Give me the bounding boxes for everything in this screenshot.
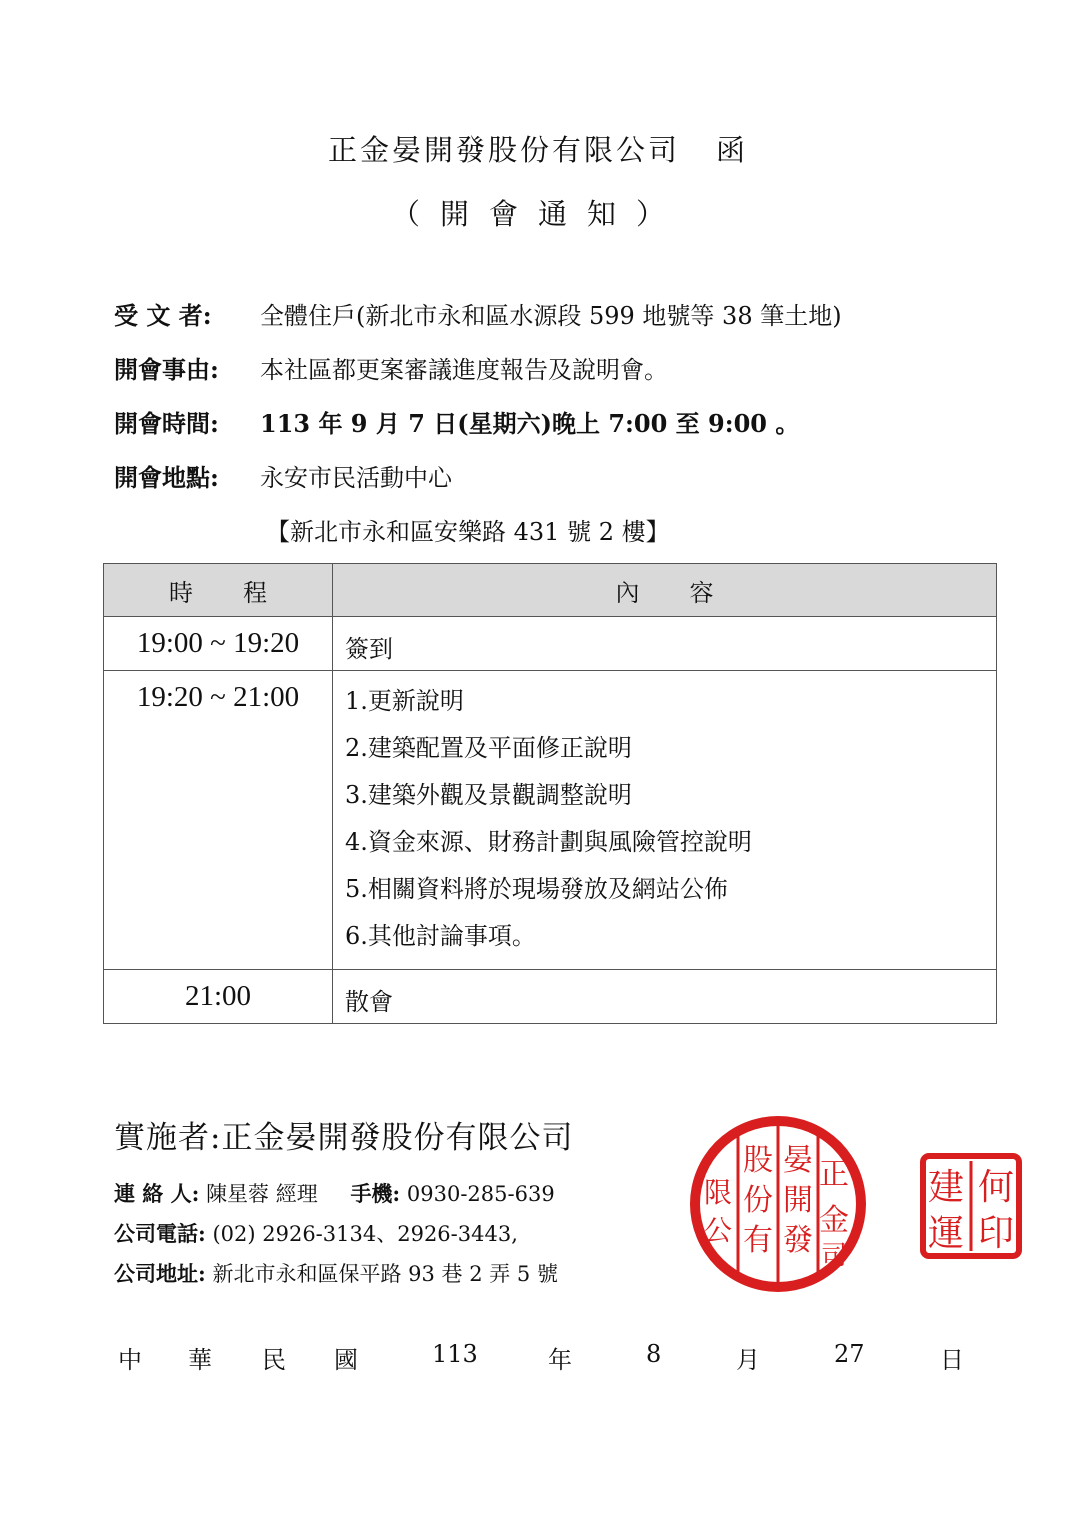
place-label: 開會地點: bbox=[114, 463, 219, 492]
agenda-item: 2.建築配置及平面修正說明 bbox=[345, 734, 632, 762]
issue-date bbox=[0, 1340, 1076, 1374]
svg-text:公: 公 bbox=[703, 1214, 733, 1247]
recipient-value: 全體住戶(新北市永和區水源段 599 地號等 38 筆土地) bbox=[260, 302, 842, 330]
company-seal-graphic bbox=[686, 1112, 870, 1296]
row-time: 21:00 bbox=[104, 970, 333, 1024]
row-content bbox=[333, 671, 997, 970]
personal-seal-graphic bbox=[920, 1153, 1022, 1259]
svg-text:正: 正 bbox=[819, 1157, 849, 1192]
date-part: 民 bbox=[262, 1346, 286, 1374]
table-row bbox=[104, 617, 997, 671]
date-part: 國 bbox=[334, 1346, 358, 1374]
date-day: 27 bbox=[834, 1340, 865, 1368]
document-title bbox=[0, 128, 1076, 169]
date-year: 113 bbox=[432, 1340, 478, 1368]
time-label: 開會時間: bbox=[114, 409, 219, 438]
svg-text:金: 金 bbox=[819, 1203, 849, 1238]
svg-text:運: 運 bbox=[927, 1213, 965, 1254]
row-time: 19:00 ~ 19:20 bbox=[104, 617, 333, 671]
doc-type: 函 bbox=[716, 133, 749, 167]
svg-text:份: 份 bbox=[743, 1183, 773, 1218]
mobile-value: 0930-285-639 bbox=[406, 1182, 555, 1206]
agenda-item: 3.建築外觀及景觀調整說明 bbox=[345, 781, 632, 809]
contact-line bbox=[114, 1178, 555, 1208]
personal-seal bbox=[920, 1153, 1022, 1263]
date-part: 日 bbox=[940, 1346, 964, 1374]
address-label: 公司地址: bbox=[114, 1261, 206, 1286]
phone-value: (02) 2926-3134、2926-3443, bbox=[212, 1222, 518, 1246]
date-part: 華 bbox=[188, 1346, 212, 1374]
reason-value: 本社區都更案審議進度報告及說明會。 bbox=[260, 356, 668, 384]
date-month: 8 bbox=[646, 1340, 662, 1368]
svg-text:開: 開 bbox=[783, 1183, 813, 1218]
table-row bbox=[104, 970, 997, 1024]
svg-text:何: 何 bbox=[977, 1167, 1015, 1208]
reason-label: 開會事由: bbox=[114, 355, 219, 384]
row-time: 19:20 ~ 21:00 bbox=[104, 671, 333, 970]
table-row bbox=[104, 671, 997, 970]
svg-text:晏: 晏 bbox=[783, 1143, 813, 1178]
address-line bbox=[114, 1258, 558, 1288]
date-part: 月 bbox=[736, 1346, 760, 1374]
place-address: 【新北市永和區安樂路 431 號 2 樓】 bbox=[266, 518, 670, 546]
svg-text:股: 股 bbox=[743, 1143, 773, 1178]
svg-text:發: 發 bbox=[783, 1223, 813, 1258]
company-name: 正金晏開發股份有限公司 bbox=[327, 133, 680, 167]
reason-field bbox=[114, 350, 668, 385]
company-seal bbox=[686, 1112, 870, 1300]
phone-label: 公司電話: bbox=[114, 1221, 206, 1246]
time-field bbox=[114, 404, 799, 439]
phone-line bbox=[114, 1218, 518, 1248]
header-content: 內容 bbox=[333, 564, 997, 617]
svg-text:建: 建 bbox=[927, 1167, 965, 1208]
svg-text:限: 限 bbox=[703, 1176, 733, 1209]
contact-label: 連 絡 人: bbox=[114, 1181, 200, 1206]
date-part: 中 bbox=[118, 1346, 142, 1374]
schedule-table bbox=[103, 563, 997, 1024]
agenda-item: 1.更新說明 bbox=[345, 687, 464, 715]
svg-text:印: 印 bbox=[977, 1213, 1015, 1254]
row-content: 簽到 bbox=[333, 617, 997, 671]
recipient-field bbox=[114, 296, 842, 331]
agenda-item: 4.資金來源、財務計劃與風險管控說明 bbox=[345, 828, 752, 856]
table-header-row bbox=[104, 564, 997, 617]
svg-text:有: 有 bbox=[743, 1223, 773, 1258]
address-value: 新北市永和區保平路 93 巷 2 弄 5 號 bbox=[212, 1262, 558, 1286]
agenda-item: 5.相關資料將於現場發放及網站公佈 bbox=[345, 875, 728, 903]
date-part: 年 bbox=[548, 1346, 572, 1374]
time-value: 113 年 9 月 7 日(星期六)晚上 7:00 至 9:00 。 bbox=[260, 409, 800, 438]
place-field bbox=[114, 458, 452, 493]
contact-value: 陳星蓉 經理 bbox=[206, 1182, 318, 1206]
document-subtitle: （開會通知） bbox=[390, 197, 685, 231]
agenda-item: 6.其他討論事項。 bbox=[345, 922, 536, 950]
place-value: 永安市民活動中心 bbox=[260, 464, 452, 492]
mobile-label: 手機: bbox=[350, 1181, 401, 1206]
header-time: 時程 bbox=[104, 564, 333, 617]
implementer: 實施者:正金晏開發股份有限公司 bbox=[114, 1120, 574, 1156]
row-content: 散會 bbox=[333, 970, 997, 1024]
svg-text:司: 司 bbox=[820, 1241, 848, 1271]
recipient-label: 受 文 者: bbox=[114, 301, 212, 330]
